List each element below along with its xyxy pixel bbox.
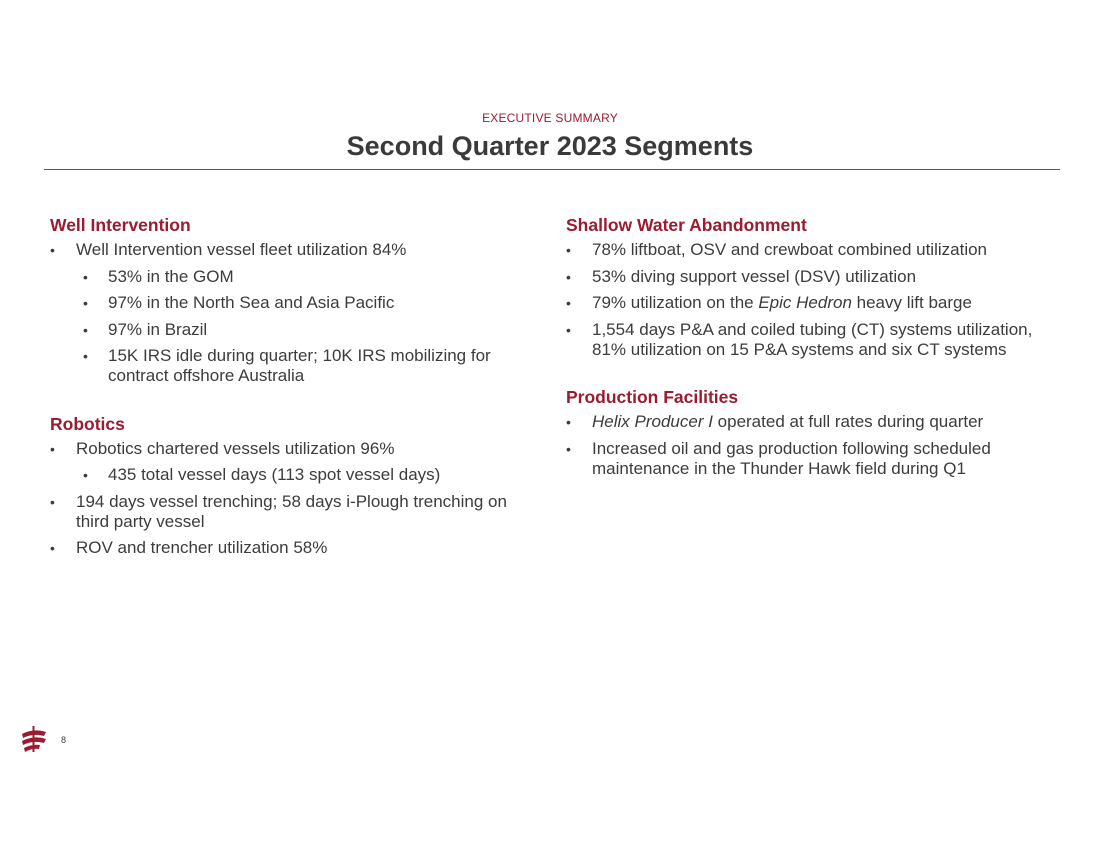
list-item: • 78% liftboat, OSV and crewboat combined utilization — [566, 240, 1046, 260]
list-item: • Robotics chartered vessels utilization 96% — [50, 439, 530, 459]
list-item: • 97% in the North Sea and Asia Pacific — [50, 293, 530, 313]
title-divider — [44, 169, 1060, 170]
slide-title: Second Quarter 2023 Segments — [346, 131, 754, 161]
list-item: • 97% in Brazil — [50, 320, 530, 340]
list-item: • 1,554 days P&A and coiled tubing (CT) systems utilization, 81% utilization on 15 P&A systems and six CT systems — [566, 320, 1046, 360]
heading-production-facilities: Production Facilities — [566, 387, 739, 407]
list-item — [566, 293, 1046, 313]
right-column — [566, 214, 1046, 485]
list-item: • 53% in the GOM — [50, 267, 530, 287]
vessel-name: Epic Hedron — [758, 293, 852, 312]
list-item: • 53% diving support vessel (DSV) utilization — [566, 267, 1046, 287]
item-text: operated at full rates during quarter — [712, 412, 984, 431]
heading-well-intervention: Well Intervention — [50, 215, 191, 235]
list-item: • Increased oil and gas production following scheduled maintenance in the Thunder Hawk field during Q1 — [566, 439, 1046, 479]
shallow-water-list — [566, 240, 1046, 360]
list-item: • ROV and trencher utilization 58% — [50, 538, 530, 558]
heading-shallow-water-abandonment: Shallow Water Abandonment — [566, 215, 807, 235]
item-text: 79% utilization on the — [592, 293, 759, 312]
list-item — [566, 412, 1046, 432]
vessel-name: Helix Producer I — [592, 412, 713, 431]
page-number: 8 — [61, 735, 67, 745]
section-eyebrow: EXECUTIVE SUMMARY — [482, 111, 618, 125]
list-item: • Well Intervention vessel fleet utilization 84% — [50, 240, 530, 260]
robotics-list — [50, 439, 530, 559]
list-item: • 15K IRS idle during quarter; 10K IRS mobilizing for contract offshore Australia — [50, 346, 530, 386]
item-text: heavy lift barge — [851, 293, 972, 312]
list-item: • 194 days vessel trenching; 58 days i-Plough trenching on third party vessel — [50, 492, 530, 532]
helix-logo-icon — [20, 725, 48, 753]
list-item: • 435 total vessel days (113 spot vessel days) — [50, 465, 530, 485]
left-column — [50, 214, 530, 565]
well-intervention-list — [50, 240, 530, 386]
heading-robotics: Robotics — [50, 413, 125, 434]
production-list — [566, 412, 1046, 479]
